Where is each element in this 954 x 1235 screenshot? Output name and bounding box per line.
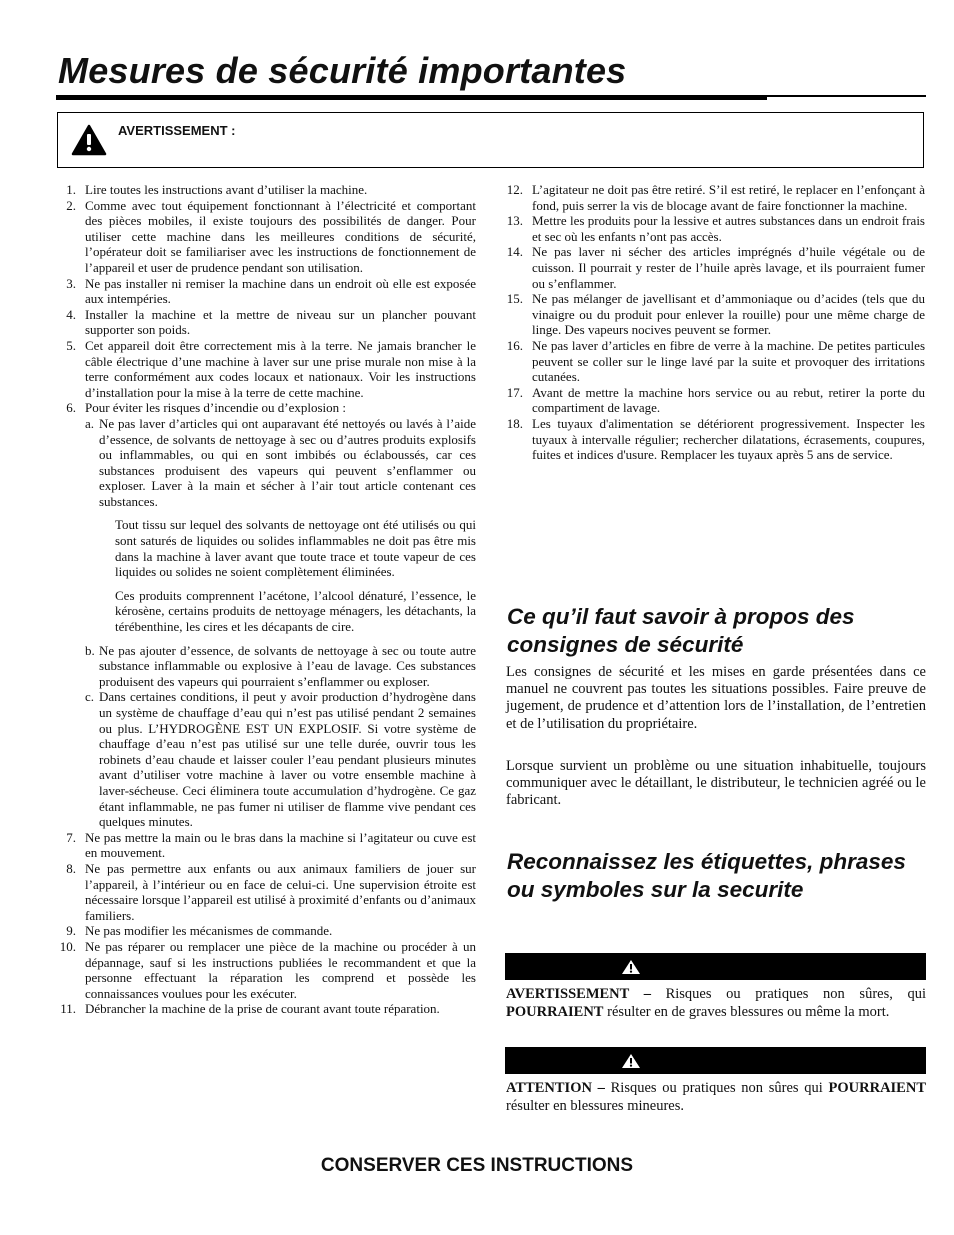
list-item: 13. Mettre les produits pour la lessive et autres substances dans un endroit frais et sec où les enfants n’ont pas accès.: [506, 213, 925, 244]
warning-definition: AVERTISSEMENT – Risques ou pratiques non sûres, qui POURRAIENT résulter en de graves blessures ou même la mort.: [506, 986, 927, 1020]
sub-list-item: a. Ne pas laver d’articles qui ont auparavant été nettoyés ou lavés à l’aide d’essence, de solvants de nettoyage à sec ou d’autres produits explosifs ou inflammables, ou qui en sont imbibés ou éclaboussés, car ces substances produisent des vapeurs qui peuvent s’enflammer ou exploser. Laver à la main et sécher à l’air tout article contenant ces substances. Tout tissu sur lequel des solvants de nettoyage ont été utilisés ou qui sont saturés de liquides ou solides inflammables ne doit pas être mis dans la machine à laver avant que toute trace et toute vapeur de ces liquides ou solides ne soient complètement éliminées. Ces produits comprennent l’acétone, l’alcool dénaturé, l’essence, le kérosène, certains produits de nettoyage ménagers, les détachants, la térébenthine, les cires et les décapants de cire.: [85, 415, 476, 635]
list-item: 14. Ne pas laver ni sécher des articles imprégnés d’huile végétale ou de cuisson. Il pourrait y rester de l’huile après lavage, et ils pourraient fumer ou s’enflammer.: [506, 244, 925, 291]
warning-label: AVERTISSEMENT :: [118, 123, 236, 138]
list-item: 4. Installer la machine et la mettre de niveau sur un plancher pouvant supporter son poids.: [66, 306, 476, 338]
list-item: 8. Ne pas permettre aux enfants ou aux animaux familiers de jouer sur l’appareil, à l’intérieur ou en face de celui-ci. Une supervision étroite est nécessaire lorsque l’appareil est utilisé à proximité d’enfants ou d’animaux familiers.: [66, 860, 476, 923]
caution-definition: ATTENTION – Risques ou pratiques non sûres qui POURRAIENT résulter en blessures mineures.: [506, 1080, 926, 1114]
section-paragraph: Les consignes de sécurité et les mises en garde présentées dans ce manuel ne couvrent pas toutes les situations possibles. Faire preuve de jugement, de prudence et d’attention lors de l’installation, de l’entretien et de l’utilisation du propriétaire.: [506, 664, 926, 732]
instructions-right-column: [505, 182, 925, 463]
sub-paragraph: Ces produits comprennent l’acétone, l’alcool dénaturé, l’essence, le kérosène, certains produits de nettoyage ménagers, les détachants, la térébenthine, les cires et les décapants de cire.: [115, 587, 476, 635]
list-item: 17. Avant de mettre la machine hors service ou au rebut, retirer la porte du compartiment de lavage.: [506, 384, 925, 416]
list-item: 12. L’agitateur ne doit pas être retiré. S’il est retiré, le replacer en l’enfonçant à fond, puis serrer la vis de blocage avant de faire fonctionner la machine.: [506, 182, 925, 213]
section-heading-safety-info: Ce qu’il faut savoir à propos des consignes de sécurité: [507, 604, 855, 657]
list-item: 7. Ne pas mettre la main ou le bras dans la machine si l’agitateur ou cuve est en mouvement.: [66, 829, 476, 861]
sub-list-item: c. Dans certaines conditions, il peut y avoir production d’hydrogène dans un système de chauffage d’eau qui n’est pas utilisé pendant 2 semaines ou plus. L’HYDROGÈNE EST UN EXPLOSIF. Si votre système de chauffage d’eau n’est pas utilisé sur une telle durée, ouvrir tous les robinets d’eau chaude et laisser couler l’eau pendant plusieurs minutes avant d’utiliser votre machine à laver ou votre ensemble machine à laver-sécheuse. Ceci éliminera toute accumulation d’hydrogène. Ce gaz étant inflammable, ne pas fumer ni utiliser de flamme vive pendant ces quelques minutes.: [85, 689, 476, 830]
list-item: 10. Ne pas réparer ou remplacer une pièce de la machine ou procéder à un dépannage, sauf si les instructions publiées le recommandent et que la personne effectuant la réparation les comprend et possède les connaissances voulues pour les exécuter.: [59, 938, 476, 1001]
instructions-left-column: [58, 182, 476, 1017]
list-item: 2. Comme avec tout équipement fonctionnant à l’électricité et comportant des pièces mobiles, il existe toujours des possibilités de danger. Pour utiliser cette machine dans les meilleures conditions de sécurité, l’opérateur doit se familiariser avec les instructions de fonctionnement de l’appareil et user de prudence pendant son utilisation.: [66, 197, 476, 275]
caution-signal-bar: [505, 1047, 926, 1074]
title-rule-thin: [767, 95, 926, 97]
list-item: 18. Les tuyaux d'alimentation se détériorent progressivement. Inspecter les tuyaux à intervalle régulier; rechercher dilatations, écrasements, coupures, fuites et indices d'usure. Remplacer les tuyaux après 5 ans de service.: [506, 415, 925, 463]
list-item: 16. Ne pas laver d’articles en fibre de verre à la machine. De petites particules peuvent se coller sur le linge lavé par la suite et provoquer des irritations cutanées.: [506, 337, 925, 385]
section-heading-safety-labels: Reconnaissez les étiquettes, phrases ou symboles sur la securite: [507, 849, 906, 902]
page-title: Mesures de sécurité importantes: [58, 50, 627, 91]
warning-triangle-icon: [71, 124, 107, 156]
list-item: 6. Pour éviter les risques d’incendie ou d’explosion : a. Ne pas laver d’articles qui ont auparavant été nettoyés ou lavés à l’aide d’essence, de solvants de nettoyage à sec ou d’autres produits explosifs ou inflammables, ou qui en sont imbibés ou éclaboussés, car ces substances produisent des vapeurs qui peuvent s’enflammer ou exploser. Laver à la main et sécher à l’air tout article contenant ces substances. Tout tissu sur lequel des solvants de nettoyage ont été utilisés ou qui sont saturés de liquides ou solides inflammables ne doit pas être mis dans la machine à laver avant que toute trace et toute vapeur de ces liquides ou solides ne soient complètement éliminées. Ces produits comprennent l’acétone, l’alcool dénaturé, l’essence, le kérosène, certains produits de nettoyage ménagers, les détachants, la térébenthine, les cires et les décapants de cire. b. Ne pas ajouter d’essence, de solvants de nettoyage à sec ou toute autre substance inflammable ou explosive à l’eau de lavage. Ces substances produisent des vapeurs qui pourraient s’enflammer ou exploser. c. Dans certaines conditions, il peut y avoir production d’hydrogène dans un système de chauffage d’eau qui n’est pas utilisé pendant 2 semaines ou plus. L’HYDROGÈNE EST UN EXPLOSIF. Si votre système de chauffage d’eau n’est pas utilisé sur une telle durée, ouvrir tous les robinets d’eau chaude et laisser couler l’eau pendant plusieurs minutes avant d’utiliser votre machine à laver ou votre ensemble machine à laver-sécheuse. Ceci éliminera toute accumulation d’hydrogène. Ce gaz étant inflammable, ne pas fumer ni utiliser de flamme vive pendant ces quelques minutes.: [66, 400, 476, 830]
list-item: 5. Cet appareil doit être correctement mis à la terre. Ne jamais brancher le câble électrique d’une machine à laver sur une prise murale non mise à la terre conformément aux codes locaux et nationaux. Voir les instructions d’installation pour la mise à la terre de cette machine.: [66, 337, 476, 400]
warning-triangle-icon: [621, 1053, 641, 1069]
list-item: 15. Ne pas mélanger de javellisant et d’ammoniaque ou d’acides (tels que du vinaigre ou du produit pour enlever la rouille) pour une même charge de linge. Des vapeurs nocives peuvent se former.: [506, 291, 925, 338]
footer-save-instructions: CONSERVER CES INSTRUCTIONS: [320, 1155, 634, 1176]
warning-triangle-icon: [621, 959, 641, 975]
title-rule-thick: [56, 95, 767, 100]
sub-list-item: b. Ne pas ajouter d’essence, de solvants de nettoyage à sec ou toute autre substance inflammable ou explosive à l’eau de lavage. Ces substances produisent des vapeurs qui pourraient s’enflammer ou exploser.: [85, 642, 476, 689]
section-paragraph: Lorsque survient un problème ou une situation inhabituelle, toujours communiquer avec le détaillant, le distributeur, le technicien agréé ou le fabricant.: [506, 758, 926, 809]
sub-paragraph: Tout tissu sur lequel des solvants de nettoyage ont été utilisés ou qui sont saturés de liquides ou solides inflammables ne doit pas être mis dans la machine à laver avant que toute trace et toute vapeur de ces liquides ou solides ne soient complètement éliminées.: [115, 517, 476, 580]
warning-box: [57, 112, 924, 168]
list-item: 9. Ne pas modifier les mécanismes de commande.: [66, 923, 333, 939]
list-item: 3. Ne pas installer ni remiser la machine dans un endroit où elle est exposée aux intempéries.: [66, 275, 476, 307]
warning-signal-bar: [505, 953, 926, 980]
list-item: 1. Lire toutes les instructions avant d’utiliser la machine.: [66, 182, 368, 197]
list-item: 11. Débrancher la machine de la prise de courant avant toute réparation.: [60, 1001, 440, 1017]
